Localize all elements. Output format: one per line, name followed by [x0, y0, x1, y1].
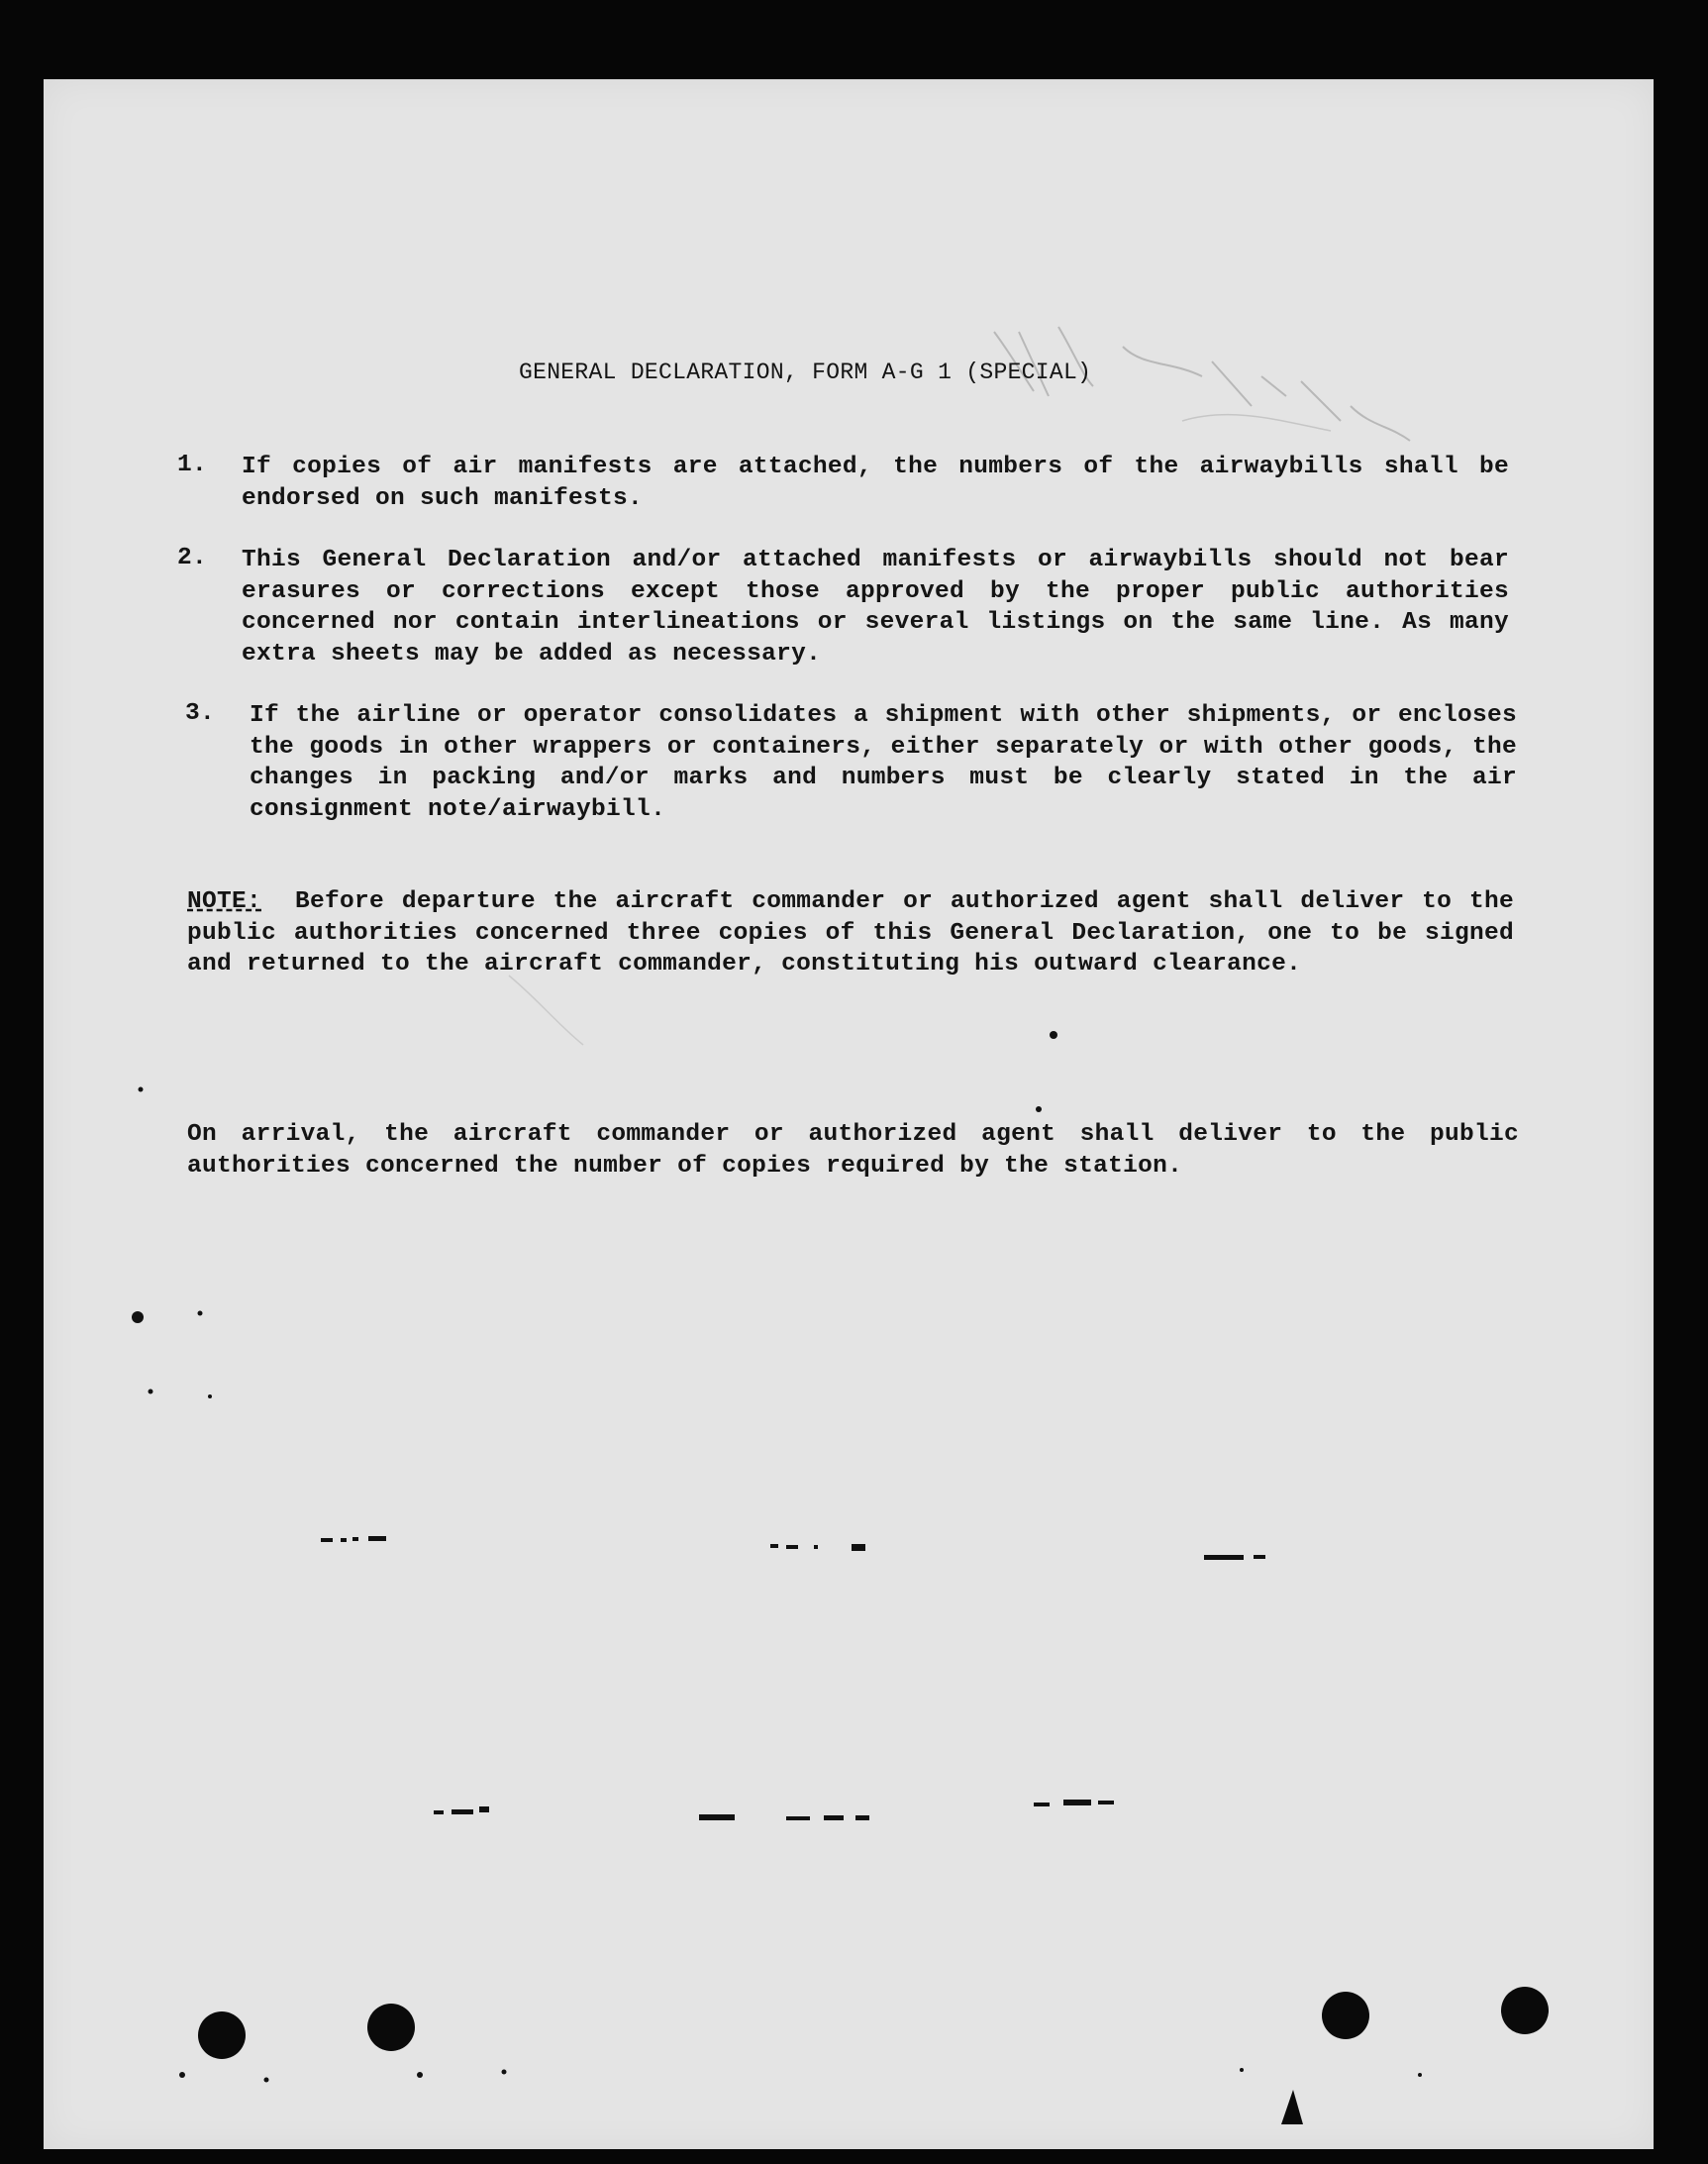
note-text: Before departure the aircraft commander or authorized agent shall deliver to the public authorities concerned three copies of this General Declaration, one to be signed and returned to the aircraft commander, constituting his outward clearance.: [187, 888, 1514, 978]
document-title: GENERAL DECLARATION, FORM A-G 1 (SPECIAL): [519, 360, 1092, 385]
arrival-paragraph: On arrival, the aircraft commander or authorized agent shall deliver to the public authorities concerned the number of copies required by the station.: [187, 1121, 1519, 1180]
item-number: 2.: [177, 545, 208, 571]
document-page: [44, 79, 1654, 2149]
specks: [132, 1031, 1422, 2083]
note-label: NOTE:: [187, 888, 262, 915]
item-text: If copies of air manifests are attached, the numbers of the airwaybills shall be endorsed on such manifests.: [242, 454, 1509, 512]
scan-artifacts: [44, 79, 1654, 2149]
punch-holes: [198, 1987, 1549, 2124]
item-text: If the airline or operator consolidates a shipment with other shipments, or encloses the goods in other wrappers or containers, either separately or with other goods, the changes in packing and/or marks and numbers must be clearly stated in the air consignment note/airwaybill.: [250, 702, 1517, 823]
item-number: 3.: [185, 700, 216, 727]
item-number: 1.: [177, 452, 208, 478]
item-text: This General Declaration and/or attached manifests or airwaybills should not bear erasures or corrections except those approved by the proper public authorities concerned nor contain interlineations or several listings on the same line. As many extra sheets may be added as necessary.: [242, 547, 1509, 668]
